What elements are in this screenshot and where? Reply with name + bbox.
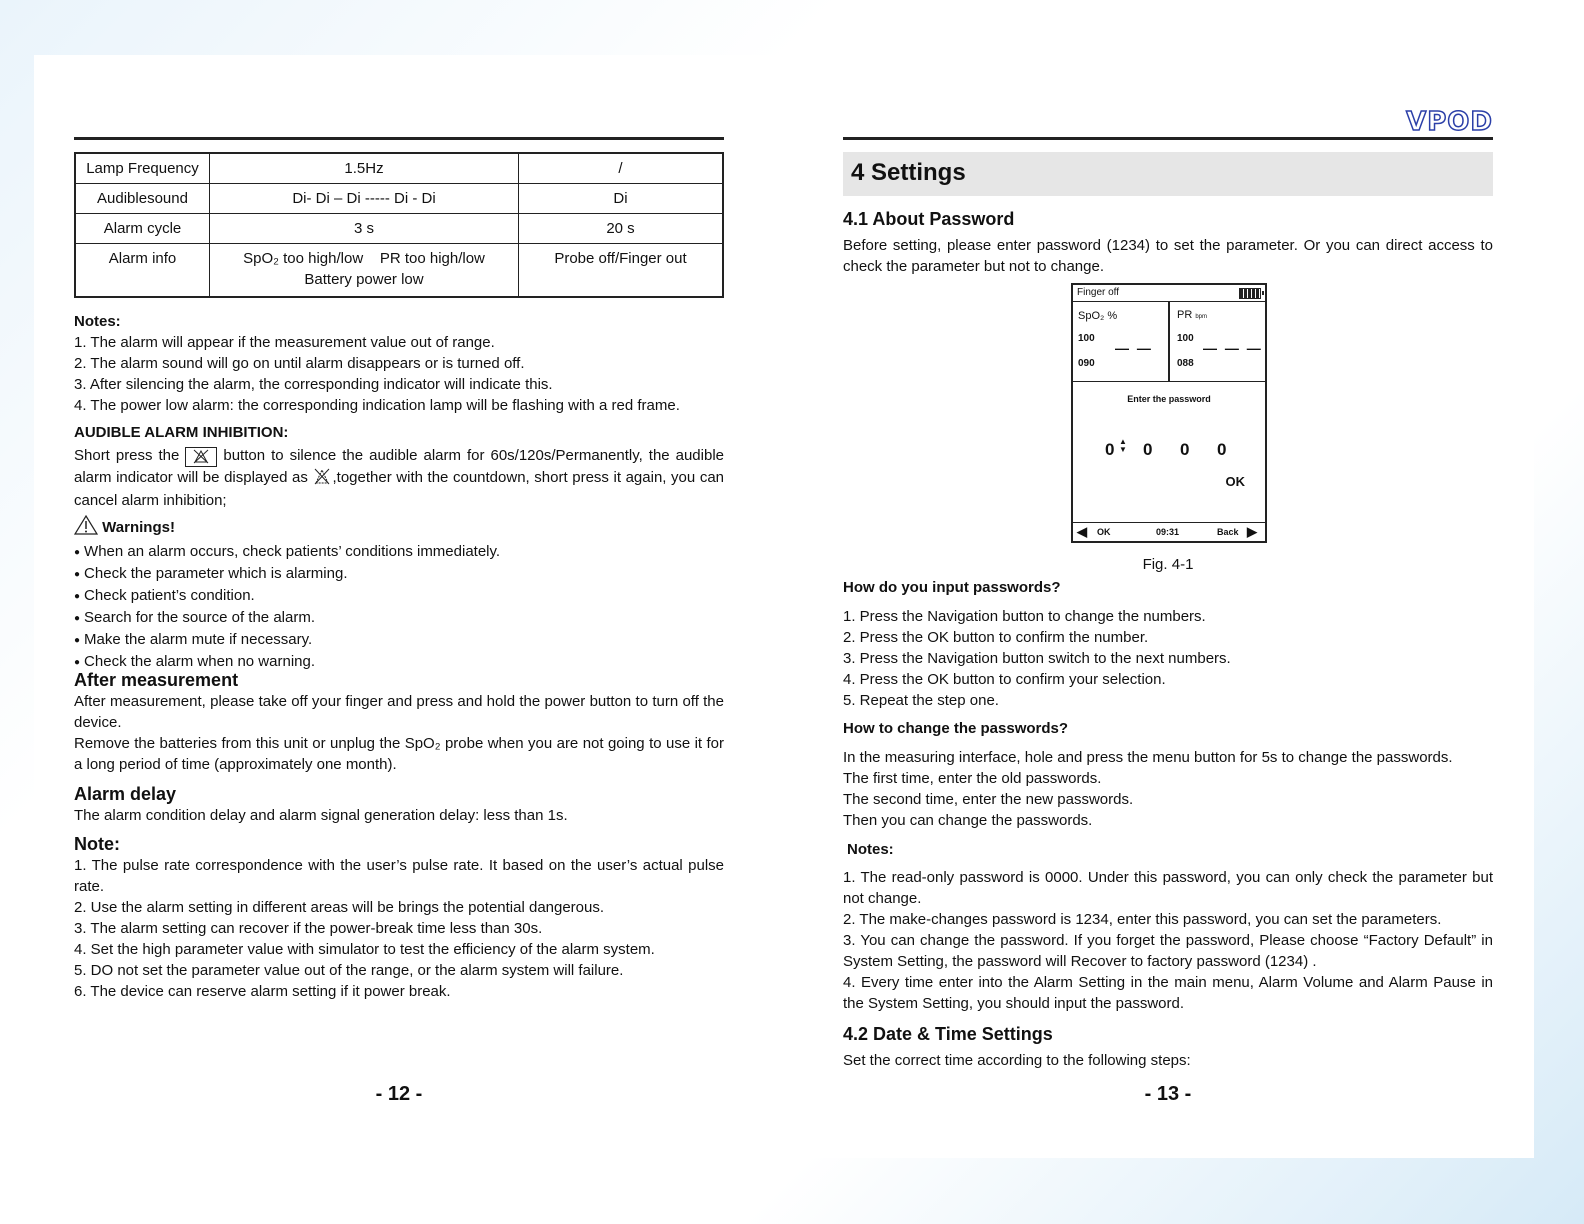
input-step: 3. Press the Navigation button switch to the next numbers.: [843, 650, 1231, 667]
change-passwords-block: [843, 718, 1493, 831]
input-step: 5. Repeat the step one.: [843, 692, 999, 709]
spo2-high-limit: 100: [1078, 333, 1095, 344]
brand-logo: VPOD: [1406, 107, 1493, 137]
inhibition-text-b: button to silence the audible alarm for 60s/120s/Permanently, the audible alarm indicator will be displayed as: [74, 447, 724, 486]
warning-item: ● Search for the source of the alarm.: [74, 607, 724, 629]
table-cell: [210, 244, 519, 298]
screen-time: 09:31: [1156, 527, 1180, 537]
table-cell: Di: [519, 184, 724, 214]
input-step: 4. Press the OK button to confirm your selection.: [843, 671, 1166, 688]
pr-unit: bpm: [1195, 314, 1208, 320]
date-time-block: [843, 1023, 1493, 1071]
battery-icon: [1239, 288, 1261, 299]
warning-item: ● Check the alarm when no warning.: [74, 651, 724, 673]
password-digit: 0: [1105, 440, 1115, 459]
top-rule: [74, 137, 724, 140]
password-entry-panel: [1073, 382, 1265, 523]
note-item: 2. The alarm sound will go on until alarm disappears or is turned off.: [74, 355, 525, 372]
muted-alarm-icon: [312, 467, 332, 491]
note-item: 1. The pulse rate correspondence with the user’s pulse rate. It based on the user’s actual pulse rate.: [74, 857, 724, 895]
warning-item: ● Check patient’s condition.: [74, 585, 724, 607]
device-screen-figure: [1071, 283, 1267, 543]
note-item: 2. Use the alarm setting in different areas will be brings the potential dangerous.: [74, 899, 605, 916]
after-measurement-text: After measurement, please take off your finger and press and hold the power button to turn off the device.: [74, 693, 724, 731]
password-note: 3. You can change the password. If you forget the password, Please choose “Factory Default” in System Setting, the password will Recover to factory password (1234) .: [843, 932, 1493, 970]
manual-spread: [34, 55, 1534, 1158]
note-item: 6. The device can reserve alarm setting if it power break.: [74, 983, 451, 1000]
table-cell: Lamp Frequency: [75, 153, 210, 184]
note-item: 4. Set the high parameter value with simulator to test the efficiency of the alarm system.: [74, 941, 655, 958]
inhibition-block: [74, 423, 724, 511]
screen-softkey-bar: [1073, 523, 1265, 542]
spo2-low-limit: 090: [1078, 358, 1095, 369]
mute-button-icon: [185, 447, 217, 467]
table-row: [75, 244, 723, 298]
password-note: 2. The make-changes password is 1234, enter this password, you can set the parameters.: [843, 911, 1442, 928]
note-title: Note:: [74, 834, 120, 854]
table-row: [75, 184, 723, 214]
spo2-value: — —: [1115, 340, 1153, 356]
warning-item: ● When an alarm occurs, check patients’ conditions immediately.: [74, 541, 724, 563]
password-notes-block: [843, 839, 1493, 1014]
left-softkey-label: OK: [1097, 527, 1111, 537]
left-arrow-icon: ◀: [1077, 524, 1087, 539]
figure-caption: Fig. 4-1: [1142, 556, 1194, 573]
password-note: 4. Every time enter into the Alarm Setting in the main menu, Alarm Volume and Alarm Pause in the System Setting, you should input the password.: [843, 974, 1493, 1012]
password-digit: 0: [1143, 440, 1153, 459]
change-line: The second time, enter the new passwords.: [843, 791, 1134, 808]
alarm-delay-block: [74, 783, 724, 826]
alarm-spec-table: [74, 152, 724, 298]
pr-value: — — —: [1203, 340, 1263, 356]
spo2-label: SpO₂ %: [1078, 310, 1118, 322]
inhibition-text-a: Short press the: [74, 447, 180, 464]
table-row: [75, 153, 723, 184]
subsection-title: 4.2 Date & Time Settings: [843, 1024, 1053, 1044]
section-title: 4 Settings: [851, 159, 966, 186]
table-cell: Alarm info: [75, 244, 210, 298]
alarm-delay-title: Alarm delay: [74, 784, 177, 804]
note-item: 4. The power low alarm: the corresponding indication lamp will be flashing with a red frame.: [74, 397, 680, 414]
warning-triangle-icon: [74, 515, 98, 541]
change-line: Then you can change the passwords.: [843, 812, 1093, 829]
table-cell: Audiblesound: [75, 184, 210, 214]
right-arrow-icon: ▶: [1247, 524, 1257, 539]
password-intro: Before setting, please enter password (1234) to set the parameter. Or you can direct access to check the parameter but not to change.: [843, 237, 1493, 275]
pr-label: [1177, 309, 1207, 321]
top-rule: [843, 137, 1493, 140]
table-cell: 3 s: [210, 214, 519, 244]
table-cell: 1.5Hz: [210, 153, 519, 184]
alarm-delay-text: The alarm condition delay and alarm signal generation delay: less than 1s.: [74, 807, 568, 824]
warnings-title-text: Warnings!: [102, 519, 175, 536]
alarm-high-line1: SpO₂ too high/low PR too high/low: [243, 250, 485, 267]
screen-divider: [1168, 302, 1170, 381]
subsection-title: 4.1 About Password: [843, 209, 1015, 229]
password-note: 1. The read-only password is 0000. Under this password, you can only check the parameter but not change.: [843, 869, 1493, 907]
section-heading: [843, 152, 1493, 196]
alarm-high-line2: Battery power low: [304, 271, 424, 288]
warning-item: ● Check the parameter which is alarming.: [74, 563, 724, 585]
after-measurement-block: [74, 669, 724, 775]
password-digit: 0: [1217, 440, 1227, 459]
after-measurement-text: Remove the batteries from this unit or unplug the SpO₂ probe when you are not going to use it for a long period of time (approximately one month).: [74, 735, 724, 773]
change-line: In the measuring interface, hole and press the menu button for 5s to change the passwords.: [843, 749, 1453, 766]
note-item: 1. The alarm will appear if the measurement value out of range.: [74, 334, 495, 351]
date-time-text: Set the correct time according to the following steps:: [843, 1052, 1191, 1069]
password-digit: 0: [1180, 440, 1190, 459]
note-item: 3. The alarm setting can recover if the power-break time less than 30s.: [74, 920, 543, 937]
warnings-block: [74, 515, 724, 673]
password-block: [843, 208, 1493, 277]
password-prompt: Enter the password: [1127, 394, 1211, 404]
after-measurement-title: After measurement: [74, 670, 239, 690]
right-softkey-label: Back: [1217, 527, 1239, 537]
inhibition-text: [74, 446, 724, 511]
input-step: 2. Press the OK button to confirm the number.: [843, 629, 1149, 646]
change-line: The first time, enter the old passwords.: [843, 770, 1102, 787]
input-passwords-title: How do you input passwords?: [843, 579, 1061, 596]
note-item: 5. DO not set the parameter value out of the range, or the alarm system will failure.: [74, 962, 624, 979]
notes-title: Notes:: [74, 313, 121, 330]
page-number: - 13 -: [1144, 1083, 1192, 1105]
table-row: [75, 214, 723, 244]
table-cell: 20 s: [519, 214, 724, 244]
screen-status: Finger off: [1077, 287, 1120, 298]
input-step: 1. Press the Navigation button to change the numbers.: [843, 608, 1206, 625]
pr-high-limit: 100: [1177, 333, 1194, 344]
note-block: [74, 833, 724, 1002]
change-passwords-title: How to change the passwords?: [843, 720, 1069, 737]
pr-label-text: PR: [1177, 309, 1193, 321]
password-notes-title: Notes:: [847, 841, 894, 858]
inhibition-text-c: ,together with the countdown, short press it again, you can cancel alarm inhibition;: [74, 469, 725, 509]
page-number: - 12 -: [375, 1083, 423, 1105]
table-cell: Di- Di – Di ----- Di - Di: [210, 184, 519, 214]
warning-item: ● Make the alarm mute if necessary.: [74, 629, 724, 651]
warnings-title: [74, 515, 724, 541]
pr-low-limit: 088: [1177, 358, 1194, 369]
screen-status-bar: [1073, 285, 1265, 302]
notes-block: [74, 311, 724, 416]
table-cell: Probe off/Finger out: [519, 244, 724, 298]
password-ok: OK: [1225, 474, 1245, 489]
table-cell: Alarm cycle: [75, 214, 210, 244]
note-item: 3. After silencing the alarm, the corresponding indicator will indicate this.: [74, 376, 553, 393]
table-cell: /: [519, 153, 724, 184]
input-passwords-block: [843, 577, 1493, 711]
up-down-arrow-icon: ▲ ▼: [1119, 437, 1127, 454]
screen-readings: [1073, 302, 1265, 382]
inhibition-title: AUDIBLE ALARM INHIBITION:: [74, 424, 289, 441]
